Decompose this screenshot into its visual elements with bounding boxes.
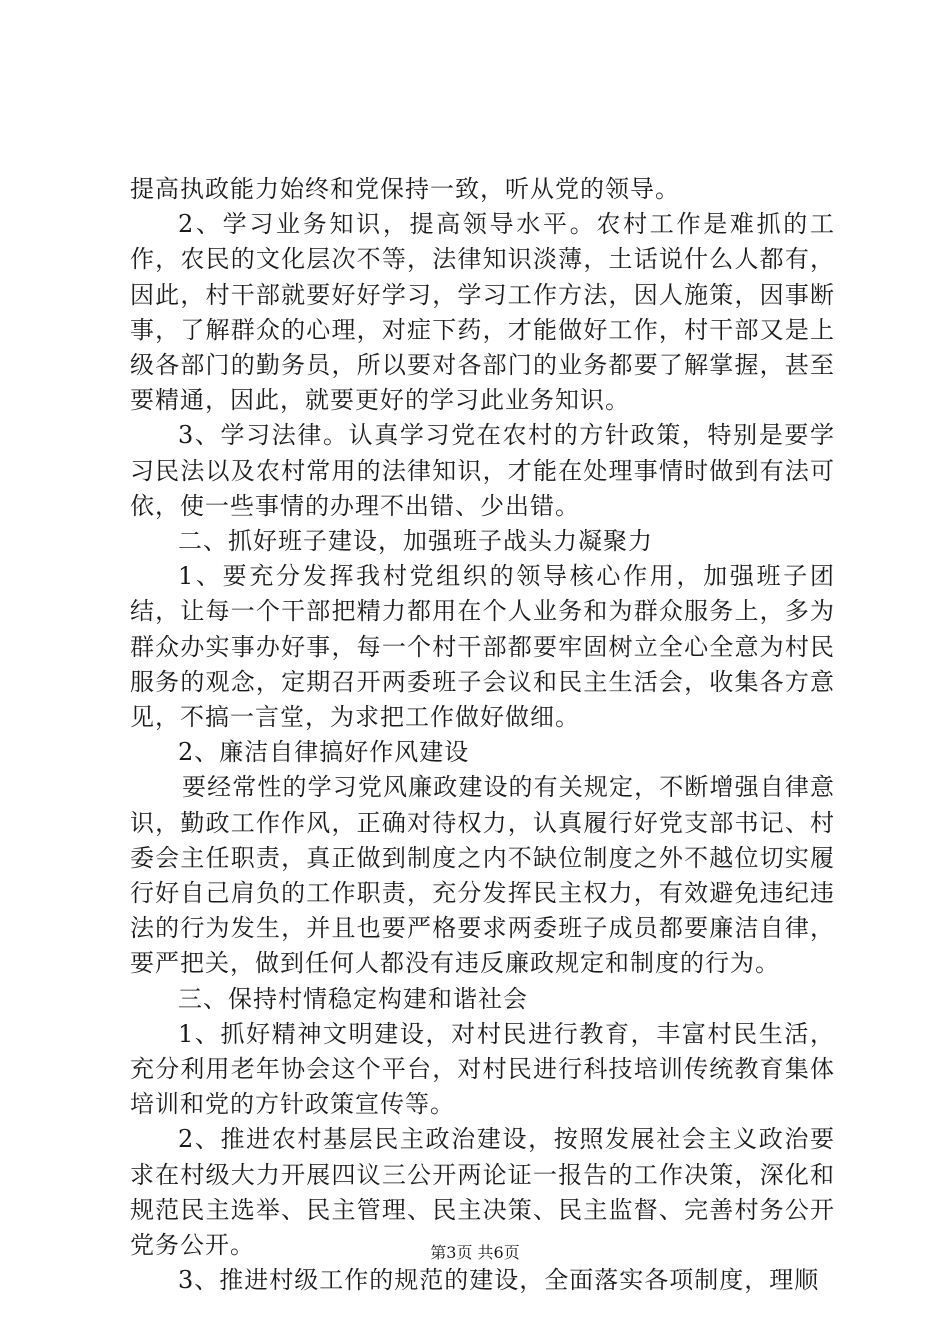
section-heading-team-building: 二、抓好班子建设，加强班子战头力凝聚力 — [178, 527, 653, 556]
subheading-integrity: 2、廉洁自律搞好作风建设 — [178, 738, 470, 767]
document-body — [130, 172, 835, 1299]
paragraph-standardization: 3、推进村级工作的规范的建设，全面落实各项制度，理顺 — [178, 1266, 820, 1295]
paragraph-study-law: 3、学习法律。认真学习党在农村的方针政策，特别是要学习民法以及农村常用的法律知识，才能在处理事情时做到有法可依，使一些事情的办理不出错、少出错。 — [130, 421, 835, 520]
paragraph-study-business: 2、学习业务知识，提高领导水平。农村工作是难抓的工作，农民的文化层次不等，法律知识淡薄，土话说什么人都有，因此，村干部就要好好学习，学习工作方法，因人施策，因事断事，了解群众的心理，对症下药，才能做好工作，村干部又是上级各部门的勤务员，所以要对各部门的业务都要了解掌握，甚至要精通，因此，就要更好的学习此业务知识。 — [130, 210, 835, 415]
paragraph-integrity: 要经常性的学习党风廉政建设的有关规定，不断增强自律意识，勤政工作作风，正确对待权力，认真履行好党支部书记、村委会主任职责，真正做到制度之内不缺位制度之外不越位切实履行好自己肩负的工作职责，充分发挥民主权力，有效避免违纪违法的行为发生，并且也要严格要求两委班子成员都要廉洁自律，要严把关，做到任何人都没有违反廉政规定和制度的行为。 — [130, 773, 835, 978]
paragraph-party-core: 1、要充分发挥我村党组织的领导核心作用，加强班子团结，让每一个干部把精力都用在个人业务和为群众服务上，多为群众办实事办好事，每一个村干部都要牢固树立全心全意为村民服务的观念，定期召开两委班子会议和民主生活会，收集各方意见，不搞一言堂，为求把工作做好做细。 — [130, 562, 835, 732]
paragraph-civilization: 1、抓好精神文明建设，对村民进行教育，丰富村民生活，充分利用老年协会这个平台，对村民进行科技培训传统教育集体培训和党的方针政策宣传等。 — [130, 1019, 835, 1119]
paragraph-democracy: 2、推进农村基层民主政治建设，按照发展社会主义政治要求在村级大力开展四议三公开两论证一报告的工作决策，深化和规范民主选举、民主管理、民主决策、民主监督、完善村务公开党务公开。 — [130, 1125, 835, 1260]
paragraph-continuation: 提高执政能力始终和党保持一致，听从党的领导。 — [130, 175, 680, 203]
section-heading-stability: 三、保持村情稳定构建和谐社会 — [178, 984, 528, 1013]
page-number-footer: 第3页 共6页 — [430, 1243, 520, 1262]
